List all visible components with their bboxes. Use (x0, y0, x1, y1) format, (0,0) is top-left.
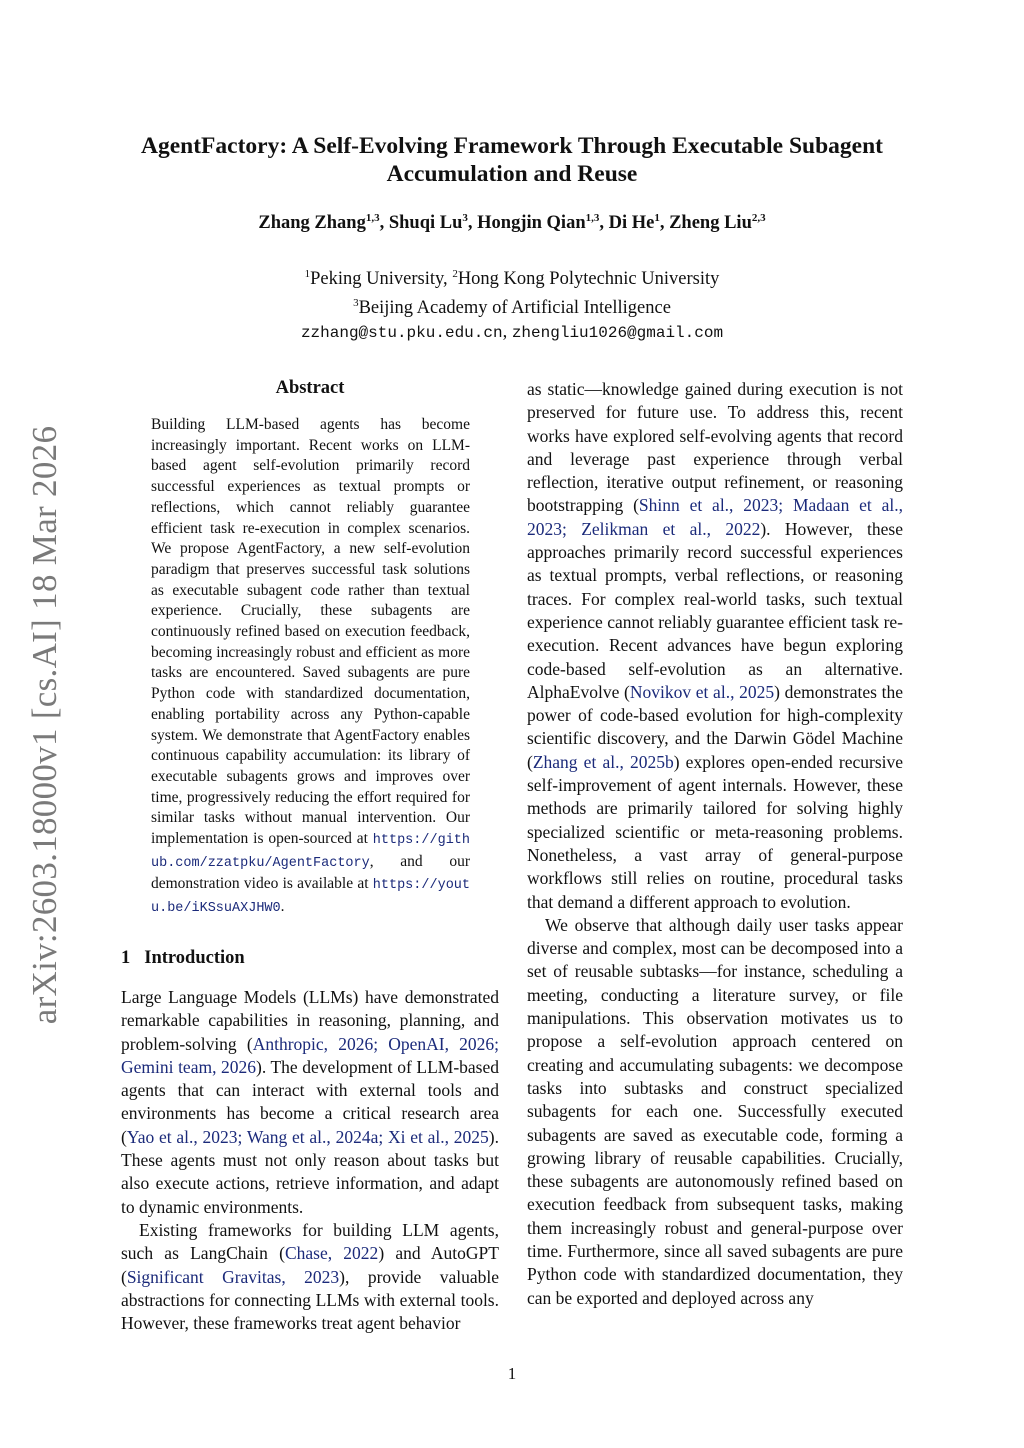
author-affiliation-marker: 1 (654, 212, 660, 224)
arxiv-identifier (20, 420, 70, 1030)
section-heading (121, 948, 245, 969)
abstract-body: Building LLM-based agents has become increasingly important. Recent works on LLM-based agent self-evolution primarily record successful experiences as textual prompts or reflections, which cannot reliably guarantee efficient task re-execution in complex scenarios. We propose AgentFactory, a new self-evolution paradigm that preserves successful task solutions as executable subagent code rather than textual experience. Crucially, these subagents are continuously refined based on execution feedback, becoming increasingly robust and efficient as more tasks are encountered. Saved subagents are pure Python code with standardized documentation, enabling portability across any Python-capable system. We demonstrate that AgentFactory enables continuous capability accumulation: its library of executable subagents grows and improves over time, progressively reducing the effort required for similar tasks without manual intervention. Our implementation is open-sourced at https://github.com/zzatpku/AgentFactory, and our demonstration video is available at https://youtu.be/iKSsuAXJHW0. (151, 416, 470, 917)
arxiv-identifier-text: arXiv:2603.18000v1 [cs.AI] 18 Mar 2026 (25, 425, 64, 1025)
citation-link[interactable]: Significant Gravitas, 2023 (126, 1266, 340, 1287)
author-affiliation-marker: 1,3 (365, 212, 380, 224)
page-number: 1 (507, 1364, 517, 1383)
section-number: 1 (121, 948, 131, 968)
video-link[interactable]: https://youtu.be/iKSsuAXJHW0 (151, 878, 470, 917)
abstract-heading: Abstract (275, 378, 345, 398)
citation-link[interactable]: Novikov et al., 2025 (629, 681, 775, 702)
author-name: Shuqi Lu (388, 213, 463, 234)
section-title: Introduction (144, 948, 245, 968)
contact-emails: zzhang@stu.pku.edu.cn, zhengliu1026@gmail.com (300, 322, 724, 343)
affiliations (110, 262, 914, 345)
author-name: Di He (608, 213, 655, 234)
citation-link[interactable]: Zhang et al., 2025b (532, 751, 674, 772)
paragraph: Existing frameworks for building LLM agents, such as LangChain (Chase, 2022) and AutoGPT (Significant Gravitas, 2023), provide valuable abstractions for connecting LLMs with external tools. However, these frameworks treat agent behavior (121, 1219, 499, 1334)
email-link[interactable]: zhengliu1026@gmail.com (511, 324, 724, 343)
paragraph: as static—knowledge gained during execution is not preserved for future use. To address this, recent works have explored self-evolving agents that record and leverage past experience through verbal reflection, iterative output refinement, or reasoning bootstrapping (Shinn et al., 2023; Madaan et al., 2023; Zelikman et al., 2022). However, these approaches primarily record successful experiences as textual prompts, verbal reflections, or reasoning traces. For complex real-world tasks, such textual experience cannot reliably guarantee efficient task re-execution. Recent advances have begun exploring code-based self-evolution as an alternative. AlphaEvolve (Novikov et al., 2025) demonstrates the power of code-based evolution for high-complexity scientific discovery, and the Darwin Gödel Machine (Zhang et al., 2025b) explores open-ended recursive self-improvement of agent internals. However, these methods are primarily tailored for solving highly specialized scientific or meta-reasoning problems. Nonetheless, a vast array of general-purpose workflows still relies on routine, procedural tasks that demand a different approach to evolution. (527, 379, 904, 912)
github-link[interactable]: https://github.com/zzatpku/AgentFactory (151, 833, 470, 871)
author-name: Zhang Zhang (258, 213, 366, 234)
citation-link[interactable]: Yao et al., 2023; Wang et al., 2024a; Xi et al., 2025 (126, 1126, 489, 1147)
paragraph: Large Language Models (LLMs) have demonstrated remarkable capabilities in reasoning, planning, and problem-solving (Anthropic, 2026; OpenAI, 2026; Gemini team, 2026). The development of LLM-based agents that can interact with external tools and environments has become a critical research area (Yao et al., 2023; Wang et al., 2024a; Xi et al., 2025). These agents must not only reason about tasks but also execute actions, retrieve information, and adapt to dynamic environments. (121, 987, 499, 1217)
author-affiliation-marker: 1,3 (585, 212, 600, 224)
email-link[interactable]: zzhang@stu.pku.edu.cn (300, 324, 503, 343)
citation-link[interactable]: Chase, 2022 (284, 1243, 379, 1264)
right-column (527, 378, 903, 1310)
author-name: Hongjin Qian (477, 213, 586, 234)
author-affiliation-marker: 3 (462, 212, 468, 224)
left-column (121, 986, 499, 1335)
paper-title: AgentFactory: A Self-Evolving Framework Through Executable Subagent Accumulation and Reuse (141, 133, 883, 187)
citation-link[interactable]: Shinn et al., 2023; Madaan et al., 2023; Zelikman et al., 2022 (527, 495, 903, 539)
paragraph: We observe that although daily user tasks appear diverse and complex, most can be decomposed into a set of reusable subtasks—for instance, scheduling a meeting, conducting a literature survey, or file manipulations. This observation motivates us to propose a self-evolution approach centered on creating and accumulating subagents: we decompose tasks into subtasks and construct specialized subagents for each one. Successfully executed subagents are saved as executable code, forming a growing library of reusable capabilities. Crucially, these subagents are autonomously refined based on execution feedback from subsequent tasks, making them increasingly robust and general-purpose over time. Furthermore, since all saved subagents are pure Python code with standardized documentation, they can be exported and deployed across any (527, 914, 903, 1308)
affiliation-line-1: $^1$Peking University, $^2$Hong Kong Polytechnic University (304, 268, 720, 290)
affiliation-line-2: $^3$Beijing Academy of Artificial Intelligence (353, 297, 671, 319)
citation-link[interactable]: Anthropic, 2026; OpenAI, 2026; Gemini team, 2026 (121, 1033, 499, 1077)
author-name: Zheng Liu (669, 213, 752, 234)
author-affiliation-marker: 2,3 (751, 212, 766, 224)
author-list: Zhang Zhang$^{1,3}$, Shuqi Lu$^3$, Hongjin Qian$^{1,3}$, Di He$^1$, Zheng Liu$^{2,3}$ (258, 212, 766, 234)
